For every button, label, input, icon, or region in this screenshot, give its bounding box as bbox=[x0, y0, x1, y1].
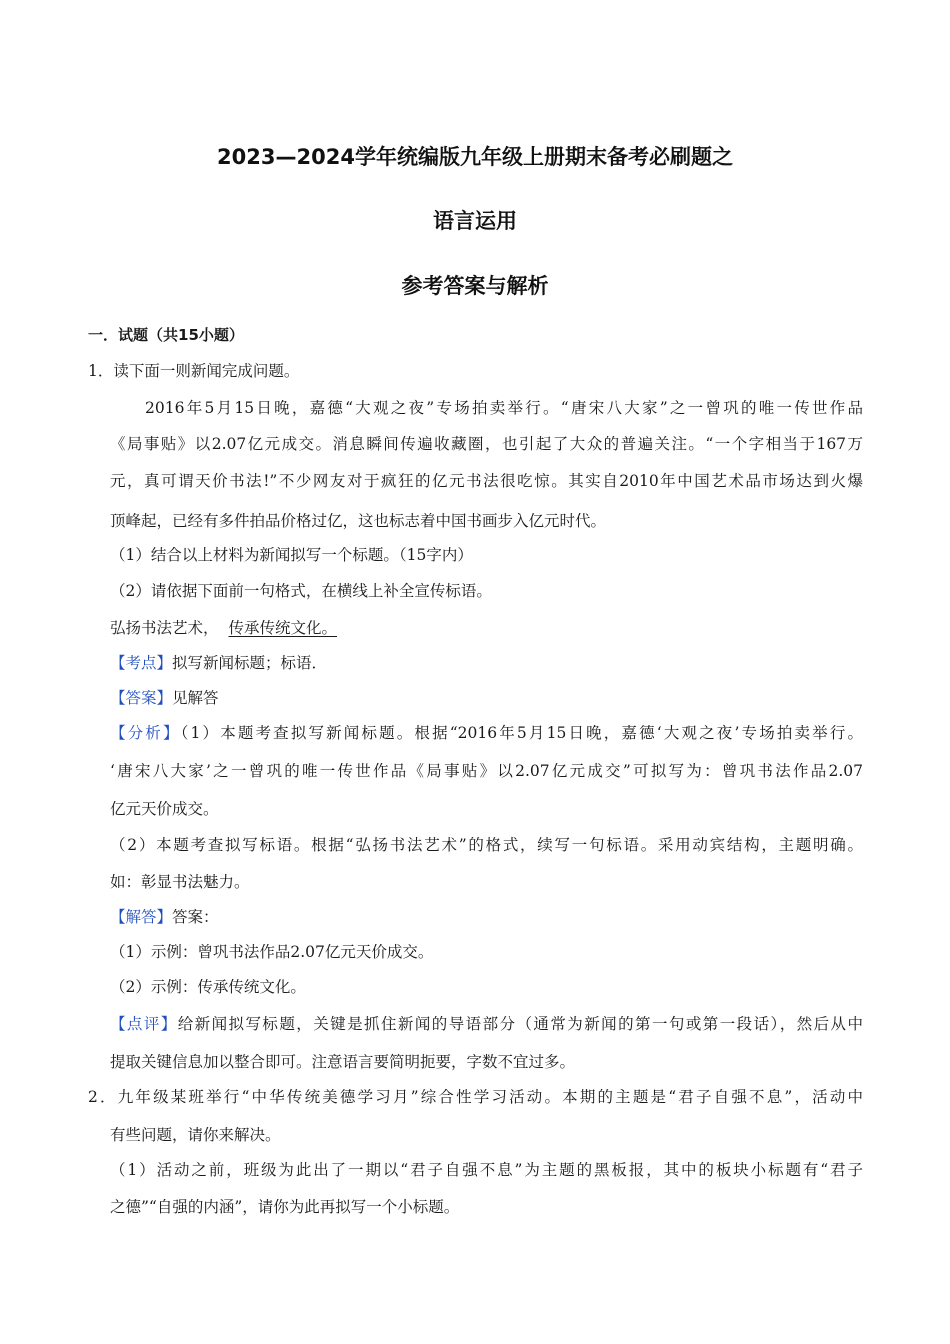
daan-tag: 【答案】 bbox=[110, 689, 173, 707]
fenxi-line: ‘唐宋八大家’之一曾巩的唯一传世作品《局事贴》以2.07亿元成交”可拟写为：曾巩书法作品2.07 bbox=[110, 762, 863, 780]
fenxi2-line: （2）本题考查拟写标语。根据“弘扬书法艺术”的格式，续写一句标语。采用动宾结构，主题明确。 bbox=[110, 836, 863, 854]
section-heading: 一．试题（共15小题） bbox=[88, 326, 244, 344]
fenxi-tag: 【分析】 bbox=[110, 724, 181, 742]
q1-passage-line: 顶峰起，已经有多件拍品价格过亿，这也标志着中国书画步入亿元时代。 bbox=[110, 512, 607, 530]
q1-fenxi bbox=[110, 721, 863, 743]
q2-sub1: 之德”“自强的内涵”，请你为此再拟写一个小标题。 bbox=[110, 1198, 460, 1216]
q1-daan bbox=[110, 686, 219, 708]
q1-sub2: （2）请依据下面前一句格式，在横线上补全宣传标语。 bbox=[110, 582, 492, 600]
q2-prompt: 有些问题，请你来解决。 bbox=[110, 1126, 281, 1144]
q1-prompt: 1．读下面一则新闻完成问题。 bbox=[88, 362, 300, 380]
jieda-tag: 【解答】 bbox=[110, 908, 173, 926]
jieda-2: （2）示例：传承传统文化。 bbox=[110, 978, 306, 996]
fenxi-line: 亿元天价成交。 bbox=[110, 800, 219, 818]
kaodian-tag: 【考点】 bbox=[110, 654, 173, 672]
fenxi-line: （1）本题考查拟写新闻标题。根据“2016年5月15日晚，嘉德‘大观之夜’专场拍卖举行。 bbox=[180, 724, 863, 742]
kaodian-text: 拟写新闻标题；标语． bbox=[172, 654, 328, 672]
q1-jieda bbox=[110, 905, 219, 927]
q1-sub1: （1）结合以上材料为新闻拟写一个标题。（15字内） bbox=[110, 546, 473, 564]
slogan-prefix: 弘扬书法艺术， bbox=[110, 619, 219, 637]
dianping-tag: 【点评】 bbox=[110, 1015, 178, 1033]
doc-title-line3: 参考答案与解析 bbox=[401, 274, 549, 298]
q1-slogan bbox=[110, 616, 341, 638]
q1-dianping bbox=[110, 1012, 863, 1034]
daan-text: 见解答 bbox=[172, 689, 219, 707]
q1-kaodian bbox=[110, 651, 327, 673]
dianping-line: 提取关键信息加以整合即可。注意语言要简明扼要，字数不宜过多。 bbox=[110, 1053, 576, 1071]
fenxi2-line: 如：彰显书法魅力。 bbox=[110, 873, 250, 891]
q1-passage-line: 《局事贴》以2.07亿元成交。消息瞬间传遍收藏圈，也引起了大众的普遍关注。“一个字相当于167万 bbox=[110, 435, 863, 453]
q1-passage-line: 元，真可谓天价书法!”不少网友对于疯狂的亿元书法很吃惊。其实自2010年中国艺术品市场达到火爆 bbox=[110, 472, 863, 490]
q1-passage-line: 2016年5月15日晚，嘉德“大观之夜”专场拍卖举行。“唐宋八大家”之一曾巩的唯一传世作品 bbox=[145, 399, 863, 417]
doc-title-line2: 语言运用 bbox=[433, 209, 517, 233]
doc-title-line1: 2023—2024学年统编版九年级上册期末备考必刷题之 bbox=[217, 145, 733, 169]
jieda-1: （1）示例：曾巩书法作品2.07亿元天价成交。 bbox=[110, 943, 434, 961]
jieda-text: 答案： bbox=[172, 908, 219, 926]
dianping-line: 给新闻拟写标题，关键是抓住新闻的导语部分（通常为新闻的第一句或第一段话），然后从中 bbox=[177, 1015, 863, 1033]
q2-prompt: 2．九年级某班举行“中华传统美德学习月”综合性学习活动。本期的主题是“君子自强不息”，活动中 bbox=[88, 1088, 863, 1106]
q2-sub1: （1）活动之前，班级为此出了一期以“君子自强不息”为主题的黑板报，其中的板块小标题有“君子 bbox=[110, 1161, 863, 1179]
slogan-answer-blank: 传承传统文化。 bbox=[228, 619, 338, 637]
